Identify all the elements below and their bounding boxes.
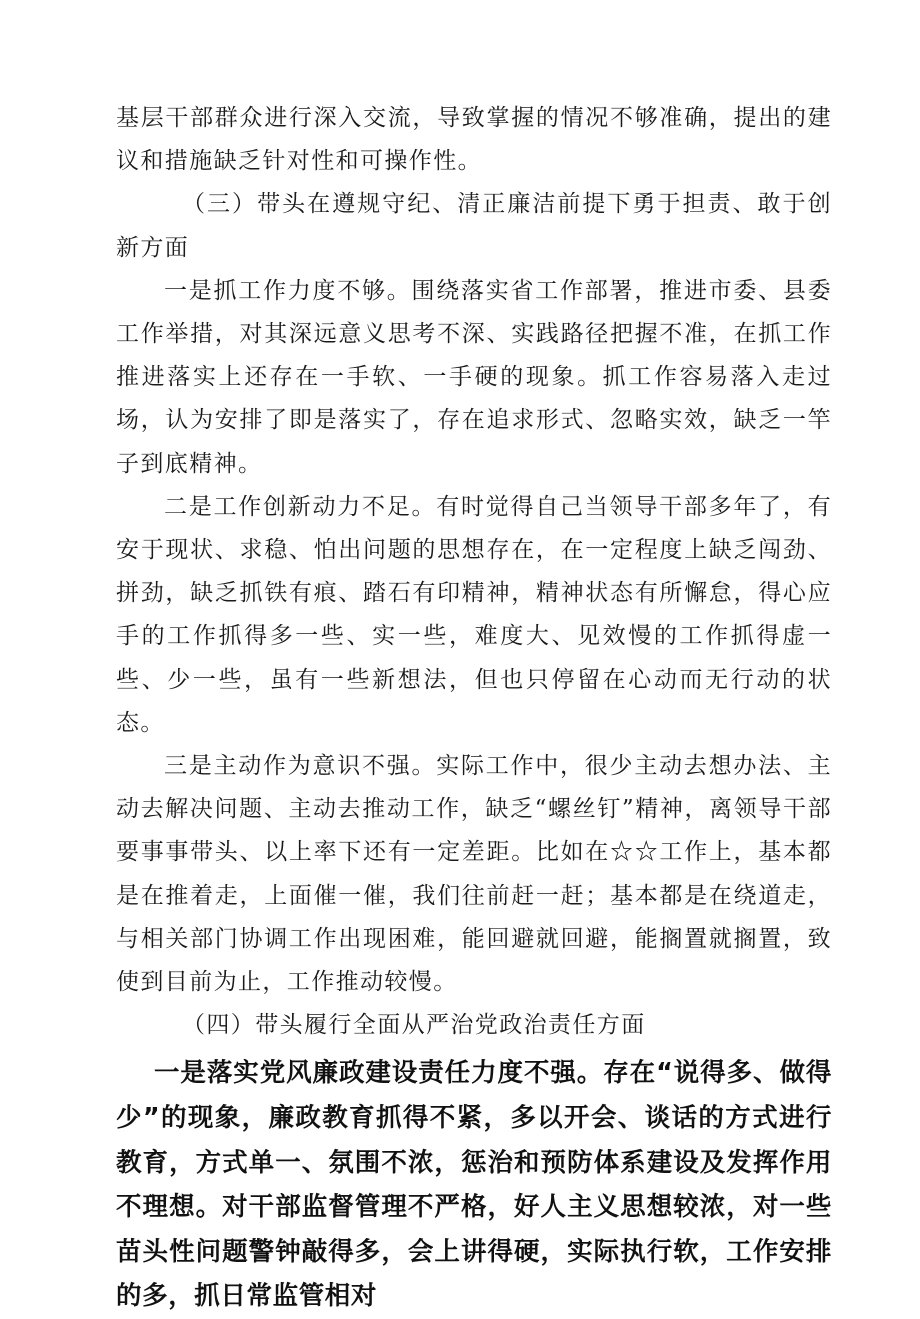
paragraph-continuation: 基层干部群众进行深入交流，导致掌握的情况不够准确，提出的建议和措施缺乏针对性和可操作性。 — [116, 105, 832, 175]
paragraph-bold-item-one: 一是落实党风廉政建设责任力度不强。存在“说得多、做得少”的现象，廉政教育抓得不紧，多以开会、谈话的方式进行教育，方式单一、氛围不浓，惩治和预防体系建设及发挥作用不理想。对干部监督管理不严格，好人主义思想较浓，对一些苗头性问题警钟敲得多，会上讲得硬，实际执行软，工作安排的多，抓日常监管相对 — [116, 1058, 832, 1312]
section-heading-four: （四）带头履行全面从严治党政治责任方面 — [182, 1012, 646, 1039]
document-body — [116, 97, 832, 1319]
paragraph-item-one: 一是抓工作力度不够。围绕落实省工作部署，推进市委、县委工作举措，对其深远意义思考不深、实践路径把握不准，在抓工作推进落实上还存在一手软、一手硬的现象。抓工作容易落入走过场，认为安排了即是落实了，存在追求形式、忽略实效，缺乏一竿子到底精神。 — [116, 277, 832, 477]
paragraph-item-two: 二是工作创新动力不足。有时觉得自己当领导干部多年了，有安于现状、求稳、怕出问题的思想存在，在一定程度上缺乏闯劲、拼劲，缺乏抓铁有痕、踏石有印精神，精神状态有所懈怠，得心应手的工作抓得多一些、实一些，难度大、见效慢的工作抓得虚一些、少一些，虽有一些新想法，但也只停留在心动而无行动的状态。 — [116, 493, 832, 736]
paragraph-item-three: 三是主动作为意识不强。实际工作中，很少主动去想办法、主动去解决问题、主动去推动工作，缺乏“螺丝钉”精神，离领导干部要事事带头、以上率下还有一定差距。比如在☆☆工作上，基本都是在推着走，上面催一催，我们往前赶一赶；基本都是在绕道走，与相关部门协调工作出现困难，能回避就回避，能搁置就搁置，致使到目前为止，工作推动较慢。 — [116, 753, 832, 996]
section-heading-three: （三）带头在遵规守纪、清正廉洁前提下勇于担责、敢于创新方面 — [116, 191, 832, 261]
